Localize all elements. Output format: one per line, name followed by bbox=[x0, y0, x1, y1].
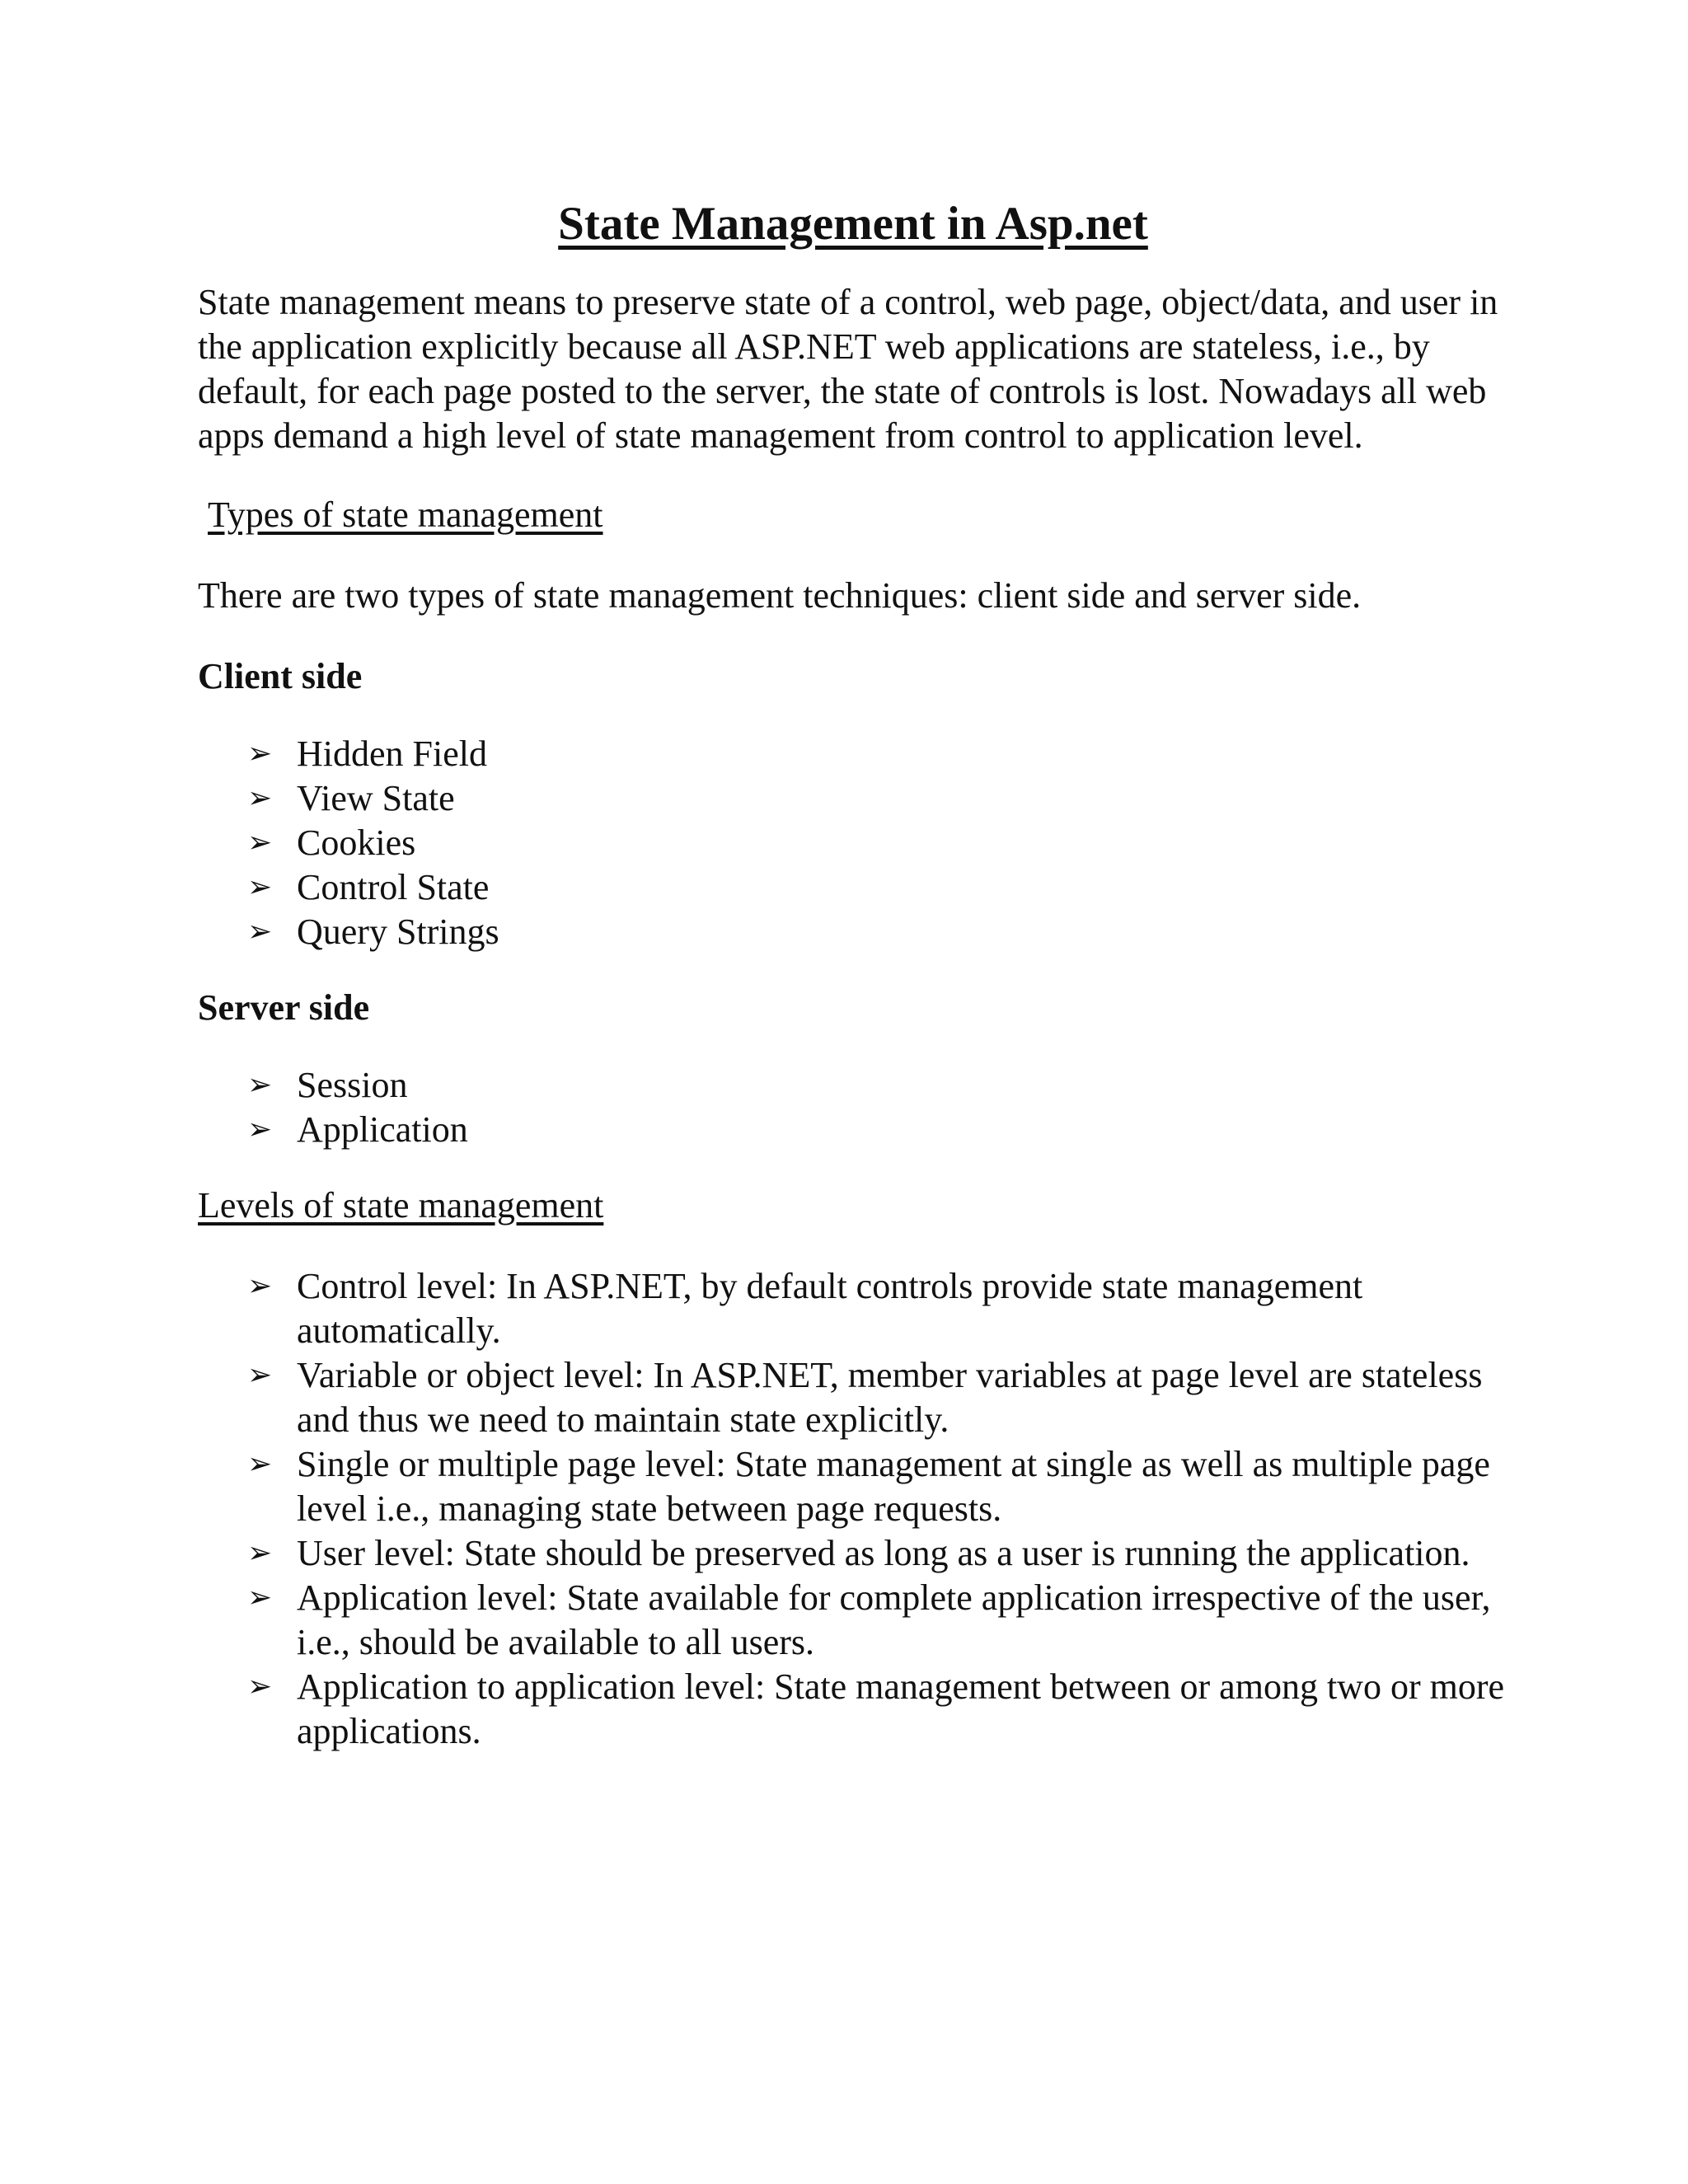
list-item bbox=[247, 1442, 1508, 1531]
list-item-text: Variable or object level: In ASP.NET, member variables at page level are stateless and thus we need to maintain state explicitly. bbox=[297, 1355, 1483, 1441]
list-item-text: User level: State should be preserved as long as a user is running the application. bbox=[297, 1533, 1470, 1574]
arrow-bullet-icon: ➢ bbox=[247, 826, 273, 860]
list-item bbox=[247, 1353, 1508, 1442]
arrow-bullet-icon: ➢ bbox=[247, 1536, 273, 1571]
list-item bbox=[247, 910, 1508, 954]
list-item bbox=[247, 1576, 1508, 1665]
arrow-bullet-icon: ➢ bbox=[247, 1113, 273, 1147]
server-side-list bbox=[198, 1063, 1508, 1152]
types-paragraph: There are two types of state management techniques: client side and server side. bbox=[198, 575, 1362, 616]
list-item bbox=[247, 865, 1508, 910]
list-item bbox=[247, 1665, 1508, 1754]
server-side-heading: Server side bbox=[198, 987, 370, 1029]
list-item bbox=[247, 1264, 1508, 1353]
arrow-bullet-icon: ➢ bbox=[247, 737, 273, 771]
list-item-text: Application bbox=[297, 1109, 468, 1151]
client-side-list bbox=[198, 732, 1508, 954]
list-item bbox=[247, 776, 1508, 821]
list-item-text: Control State bbox=[297, 867, 490, 908]
list-item-text: Cookies bbox=[297, 823, 416, 864]
intro-paragraph: State management means to preserve state of a control, web page, object/data, and user in the application explicitly because all ASP.NET web applications are stateless, i.e., by default, for each page posted to the server, the state of controls is lost. Nowadays all web apps demand a high level of state management from control to application level. bbox=[198, 282, 1498, 457]
levels-list bbox=[198, 1264, 1508, 1754]
arrow-bullet-icon: ➢ bbox=[247, 1581, 273, 1615]
document-content bbox=[198, 196, 1508, 1785]
list-item bbox=[247, 1531, 1508, 1576]
list-item-text: Hidden Field bbox=[297, 733, 487, 775]
arrow-bullet-icon: ➢ bbox=[247, 915, 273, 949]
list-item-text: Query Strings bbox=[297, 912, 499, 953]
list-item-text: Single or multiple page level: State management at single as well as multiple page level i.e., managing state between page requests. bbox=[297, 1444, 1490, 1530]
page-title: State Management in Asp.net bbox=[558, 198, 1148, 250]
list-item-text: Application level: State available for complete application irrespective of the user, i.e., should be available to all users. bbox=[297, 1577, 1491, 1663]
arrow-bullet-icon: ➢ bbox=[247, 1670, 273, 1704]
list-item-text: Control level: In ASP.NET, by default controls provide state management automatically. bbox=[297, 1266, 1363, 1352]
list-item-text: View State bbox=[297, 778, 455, 819]
list-item bbox=[247, 821, 1508, 865]
arrow-bullet-icon: ➢ bbox=[247, 1447, 273, 1482]
arrow-bullet-icon: ➢ bbox=[247, 870, 273, 905]
arrow-bullet-icon: ➢ bbox=[247, 1358, 273, 1393]
list-item bbox=[247, 732, 1508, 776]
arrow-bullet-icon: ➢ bbox=[247, 1068, 273, 1103]
levels-heading: Levels of state management bbox=[198, 1185, 604, 1226]
list-item-text: Application to application level: State management between or among two or more applications. bbox=[297, 1666, 1504, 1752]
types-heading: Types of state management bbox=[208, 494, 603, 536]
list-item bbox=[247, 1063, 1508, 1108]
list-item bbox=[247, 1108, 1508, 1152]
arrow-bullet-icon: ➢ bbox=[247, 781, 273, 816]
list-item-text: Session bbox=[297, 1065, 408, 1106]
arrow-bullet-icon: ➢ bbox=[247, 1269, 273, 1304]
client-side-heading: Client side bbox=[198, 656, 363, 697]
